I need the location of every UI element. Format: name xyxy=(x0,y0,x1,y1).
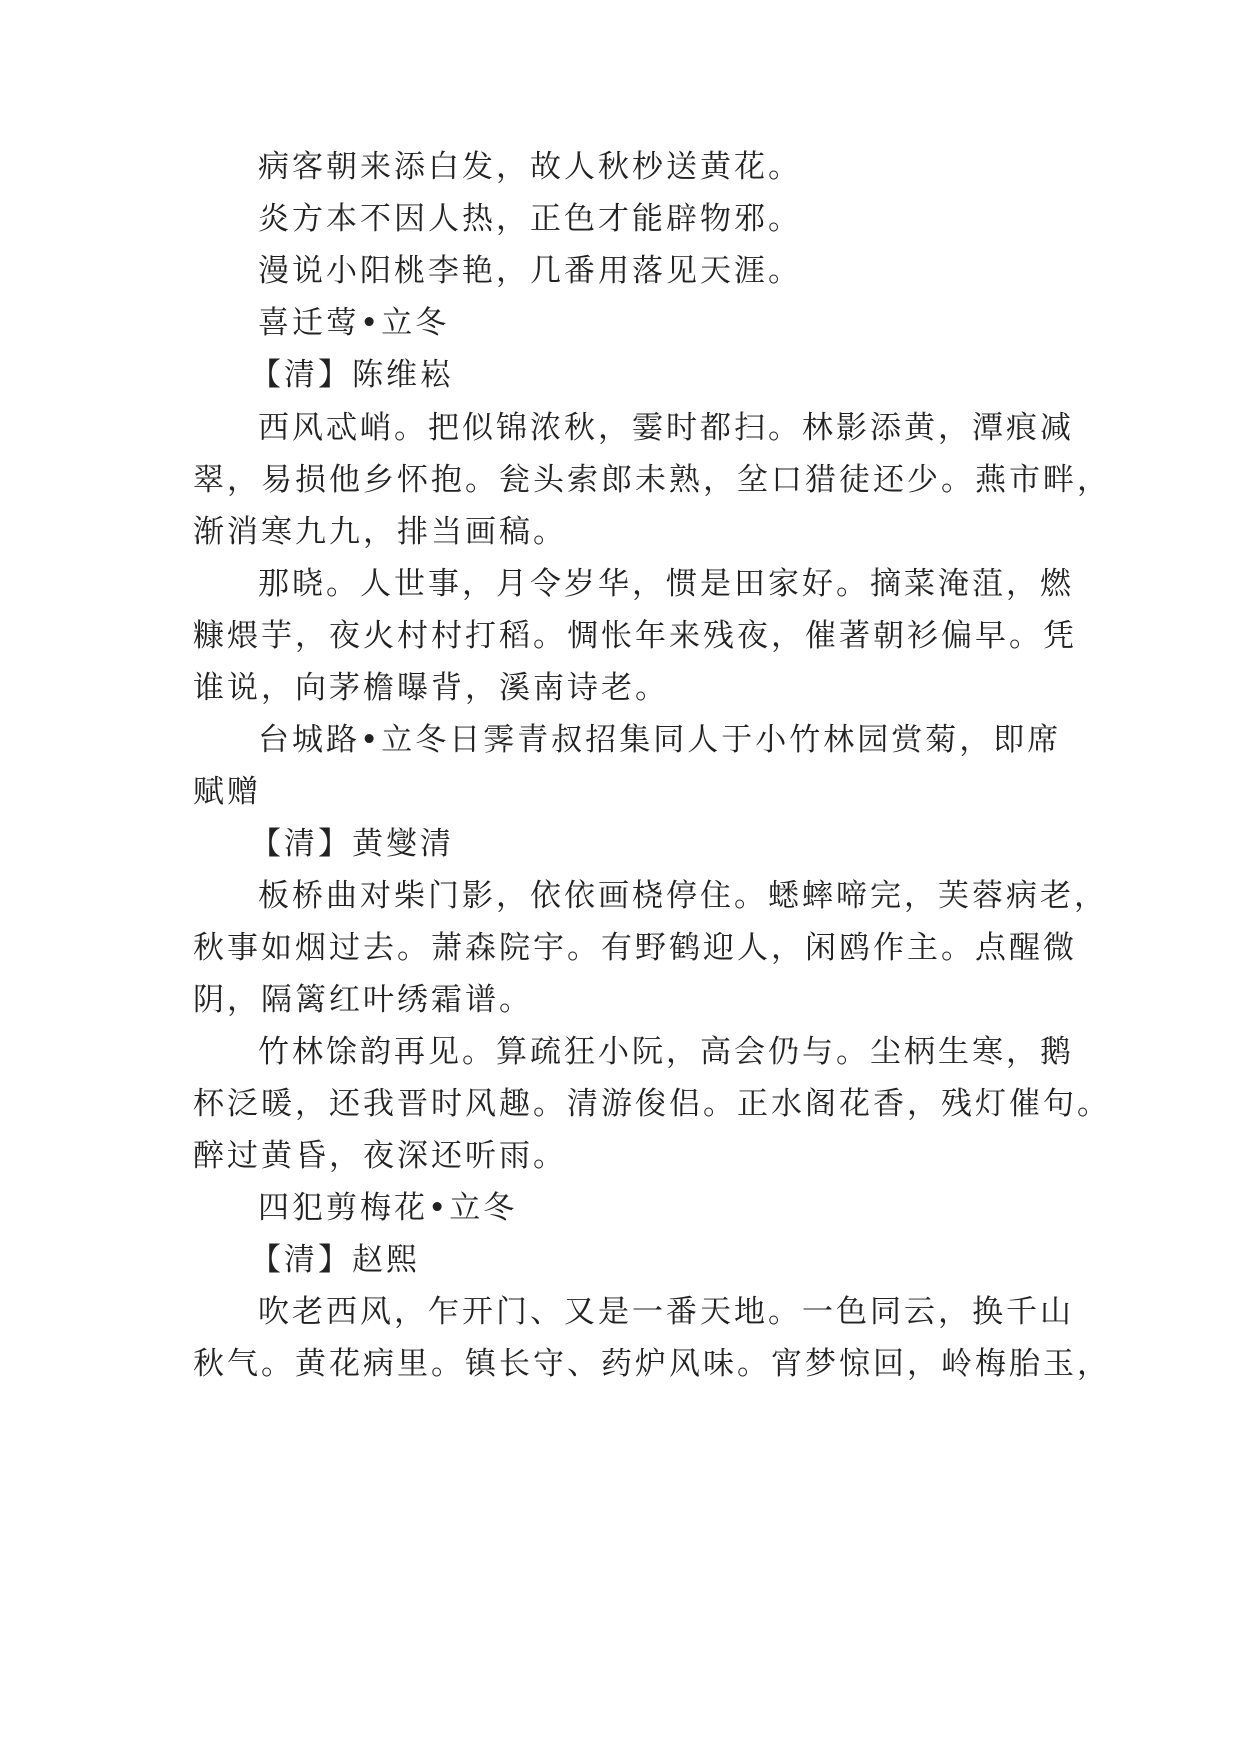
poem-line: 秋气。黄花病里。镇长守、药炉风味。宵梦惊回，岭梅胎玉， xyxy=(193,1346,1111,1382)
poem-line: 杯泛暖，还我晋时风趣。清游俊侣。正水阁花香，残灯催句。 xyxy=(193,1086,1111,1122)
poem-line: 竹林馀韵再见。算疏狂小阮，高会仍与。尘柄生寒，鹅 xyxy=(258,1034,1074,1070)
poem-line: 谁说，向茅檐曝背，溪南诗老。 xyxy=(193,670,669,706)
poem-line: 炎方本不因人热，正色才能辟物邪。 xyxy=(258,201,802,237)
poem-line: 糠煨芋，夜火村村打稻。惆怅年来残夜，催著朝衫偏早。凭 xyxy=(193,618,1077,654)
poem-line: 渐消寒九九，排当画稿。 xyxy=(193,514,567,550)
poem-line: 翠，易损他乡怀抱。瓮头索郎未熟，坌口猎徒还少。燕市畔， xyxy=(193,462,1111,498)
poem-line: 阴，隔篱红叶绣霜谱。 xyxy=(193,982,533,1018)
poem-author: 【清】陈维崧 xyxy=(250,357,454,393)
poem-line: 漫说小阳桃李艳，几番用落见天涯。 xyxy=(258,253,802,289)
poem-line: 醉过黄昏，夜深还听雨。 xyxy=(193,1138,567,1174)
poem-line: 西风忒峭。把似锦浓秋，霎时都扫。林影添黄，潭痕减 xyxy=(258,410,1074,446)
poem-line: 那晓。人世事，月令岁华，惯是田家好。摘菜淹菹，燃 xyxy=(258,566,1074,602)
poem-author: 【清】赵熙 xyxy=(250,1242,420,1278)
poem-line: 吹老西风，乍开门、又是一番天地。一色同云，换千山 xyxy=(258,1294,1074,1330)
poem-title: 赋赠 xyxy=(193,774,261,810)
poem-line: 秋事如烟过去。萧森院宇。有野鹤迎人，闲鸥作主。点醒微 xyxy=(193,930,1077,966)
poem-line: 病客朝来添白发，故人秋杪送黄花。 xyxy=(258,149,802,185)
poem-line: 板桥曲对柴门影，依依画桡停住。蟋蟀啼完，芙蓉病老， xyxy=(258,878,1108,914)
poem-author: 【清】黄燮清 xyxy=(250,826,454,862)
poem-title: 喜迁莺•立冬 xyxy=(258,305,450,341)
poem-title: 四犯剪梅花•立冬 xyxy=(258,1190,518,1226)
poem-title: 台城路•立冬日霁青叔招集同人于小竹林园赏菊，即席 xyxy=(258,722,1062,758)
